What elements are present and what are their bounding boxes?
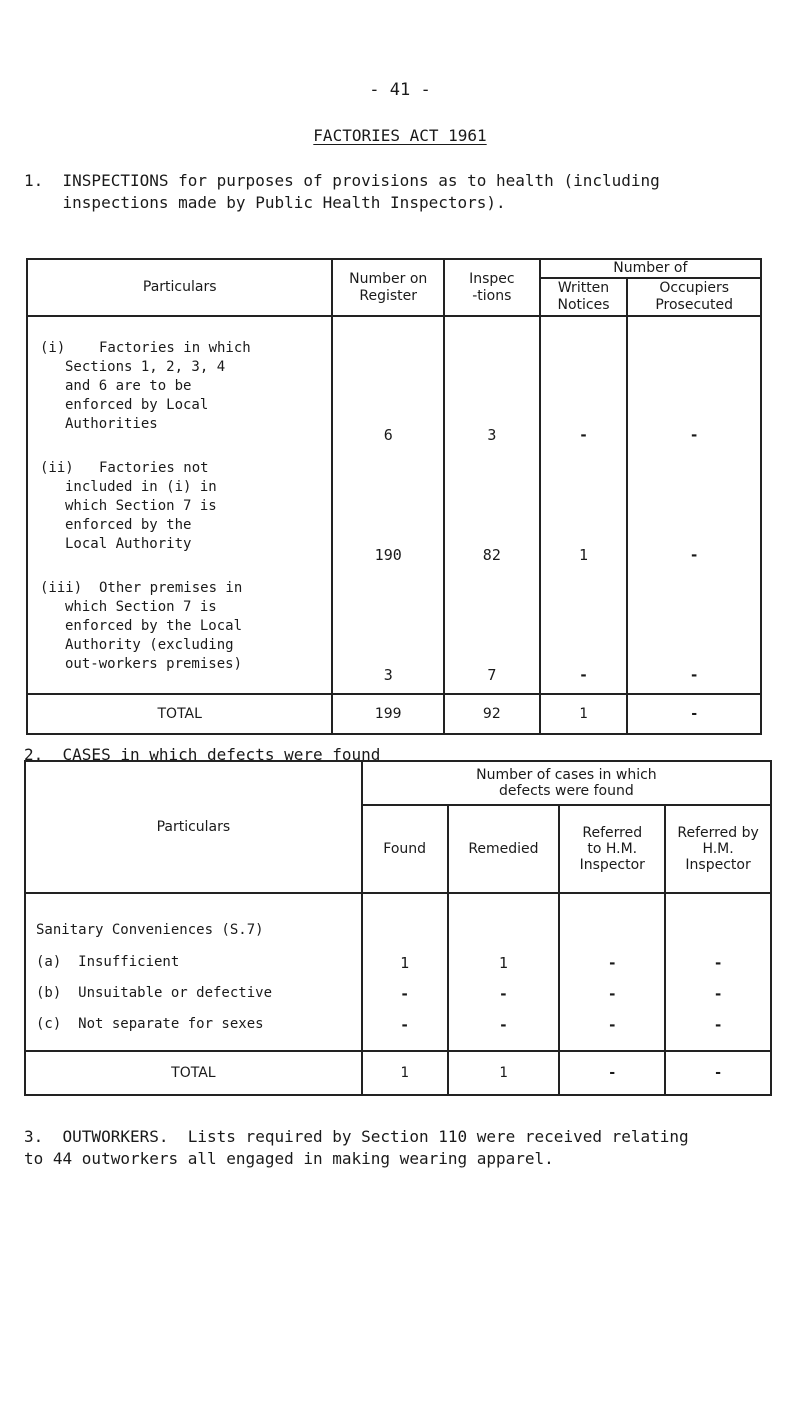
defect-row-b-referred-by: - (713, 985, 723, 1003)
row-i-line4: enforced by Local (65, 397, 209, 413)
row-i-inspections: 3 (487, 426, 497, 444)
total-inspections: 92 (444, 694, 540, 734)
defect-row-c-referred-to: - (607, 1016, 617, 1034)
header-prosecuted-line1: Occupiers (659, 280, 730, 296)
page-title-text: FACTORIES ACT 1961 (313, 126, 487, 145)
row-ii-register: 190 (374, 546, 402, 564)
row-ii-line2: included in (i) in (65, 479, 217, 495)
total-row (27, 694, 761, 734)
total-prosecuted: - (627, 694, 761, 734)
defect-row-b-found: - (400, 985, 410, 1003)
header2-referred-to (559, 805, 665, 893)
header-particulars: Particulars (27, 259, 332, 316)
referred-to-column (559, 893, 665, 1051)
header-notices-line1: Written (557, 280, 610, 296)
defect-row-b-referred-to: - (607, 985, 617, 1003)
defects-total-label: TOTAL (25, 1051, 362, 1095)
defect-row-a-referred-by: - (713, 954, 723, 972)
row-ii-prosecuted: - (689, 546, 699, 564)
header2-referred-to-line2: to H.M. (587, 841, 638, 857)
particulars-cell (27, 316, 332, 694)
row-iii-line4: Authority (excluding (65, 637, 234, 653)
section3-line2: to 44 outworkers all engaged in making wearing apparel. (24, 1149, 554, 1168)
defect-row-c-remedied: - (498, 1016, 508, 1034)
defect-row-a-label: (a) Insufficient (36, 954, 180, 970)
row-i-prosecuted: - (689, 426, 699, 444)
defect-row-c-referred-by: - (713, 1016, 723, 1034)
page-title (0, 126, 800, 145)
row-ii-line1: (ii) Factories not (40, 460, 209, 476)
row-iii-line3: enforced by the Local (65, 618, 243, 634)
section1-heading-line2: inspections made by Public Health Inspectors). (24, 193, 506, 212)
defect-row-a-remedied: 1 (498, 954, 508, 972)
defects-total-remedied: 1 (448, 1051, 560, 1095)
prosecuted-column (627, 316, 761, 694)
header-prosecuted-line2: Prosecuted (655, 297, 734, 313)
total-label: TOTAL (27, 694, 332, 734)
defects-total-referred-by: - (665, 1051, 771, 1095)
found-column (362, 893, 448, 1051)
row-i-line1: (i) Factories in which (40, 340, 251, 356)
row-ii (40, 459, 325, 579)
header2-remedied: Remedied (448, 805, 560, 893)
row-iii (40, 579, 325, 679)
row-iii-line2: which Section 7 is (65, 599, 217, 615)
header-inspections (444, 259, 540, 316)
row-i (40, 339, 325, 459)
defect-row-a-found: 1 (400, 954, 410, 972)
section3-line1: 3. OUTWORKERS. Lists required by Section 110 were received relating (24, 1127, 689, 1146)
header-notices-line2: Notices (557, 297, 610, 313)
row-iii-line5: out-workers premises) (65, 656, 243, 672)
defects-total-row (25, 1051, 771, 1095)
section1-heading-line1: 1. INSPECTIONS for purposes of provisions as to health (including (24, 171, 660, 190)
header-inspections-line2: -tions (472, 287, 512, 304)
defect-row-b-label: (b) Unsuitable or defective (36, 985, 273, 1001)
header2-number-of-cases (362, 761, 771, 805)
row-ii-notices: 1 (578, 546, 589, 564)
defect-row-c-found: - (400, 1016, 410, 1034)
row-iii-line1: (iii) Other premises in (40, 580, 243, 596)
row-iii-notices: - (578, 666, 589, 684)
inspections-column (444, 316, 540, 694)
defect-row-c-label: (c) Not separate for sexes (36, 1016, 264, 1032)
row-i-line2: Sections 1, 2, 3, 4 (65, 359, 226, 375)
row-iii-inspections: 7 (487, 666, 497, 684)
defect-row-a-referred-to: - (607, 954, 617, 972)
referred-by-column (665, 893, 771, 1051)
row-ii-inspections: 82 (482, 546, 501, 564)
row-ii-line5: Local Authority (65, 536, 192, 552)
remedied-column (448, 893, 560, 1051)
total-register: 199 (332, 694, 444, 734)
header-number-of: Number of (540, 259, 761, 278)
header-written-notices (540, 278, 628, 316)
header2-referred-by-line3: Inspector (685, 857, 751, 873)
page-number: - 41 - (369, 80, 431, 100)
header2-referred-by-line2: H.M. (702, 841, 734, 857)
row-i-line3: and 6 are to be (65, 378, 192, 394)
row-iii-register: 3 (383, 666, 393, 684)
header2-referred-to-line1: Referred (582, 825, 643, 841)
defects-particulars-cell (25, 893, 362, 1051)
header-number-on-register (332, 259, 444, 316)
row-ii-line3: which Section 7 is (65, 498, 217, 514)
row-iii-prosecuted: - (689, 666, 699, 684)
header2-referred-by-line1: Referred by (677, 825, 759, 841)
defects-total-found: 1 (362, 1051, 448, 1095)
header2-referred-to-line3: Inspector (579, 857, 645, 873)
header-register-line2: Register (359, 287, 418, 304)
notices-column (540, 316, 628, 694)
group-label: Sanitary Conveniences (S.7) (36, 922, 264, 938)
section1-heading (24, 170, 784, 214)
defect-row-b-remedied: - (498, 985, 508, 1003)
row-i-line5: Authorities (65, 416, 158, 432)
header-register-line1: Number on (349, 270, 428, 287)
header-occupiers-prosecuted (627, 278, 761, 316)
header2-cases-line1: Number of cases in which (476, 767, 657, 783)
total-notices: 1 (540, 694, 628, 734)
header2-particulars: Particulars (25, 761, 362, 893)
defects-table (24, 760, 772, 1096)
section3-paragraph (24, 1126, 784, 1170)
header2-found: Found (362, 805, 448, 893)
inspections-table (26, 258, 762, 735)
row-i-notices: - (578, 426, 589, 444)
register-column (332, 316, 444, 694)
section2-heading: 2. CASES in which defects were found (24, 745, 381, 764)
header2-referred-by (665, 805, 771, 893)
header-inspections-line1: Inspec (469, 270, 515, 287)
defects-total-referred-to: - (559, 1051, 665, 1095)
header2-cases-line2: defects were found (499, 783, 634, 799)
row-i-register: 6 (383, 426, 393, 444)
row-ii-line4: enforced by the (65, 517, 192, 533)
